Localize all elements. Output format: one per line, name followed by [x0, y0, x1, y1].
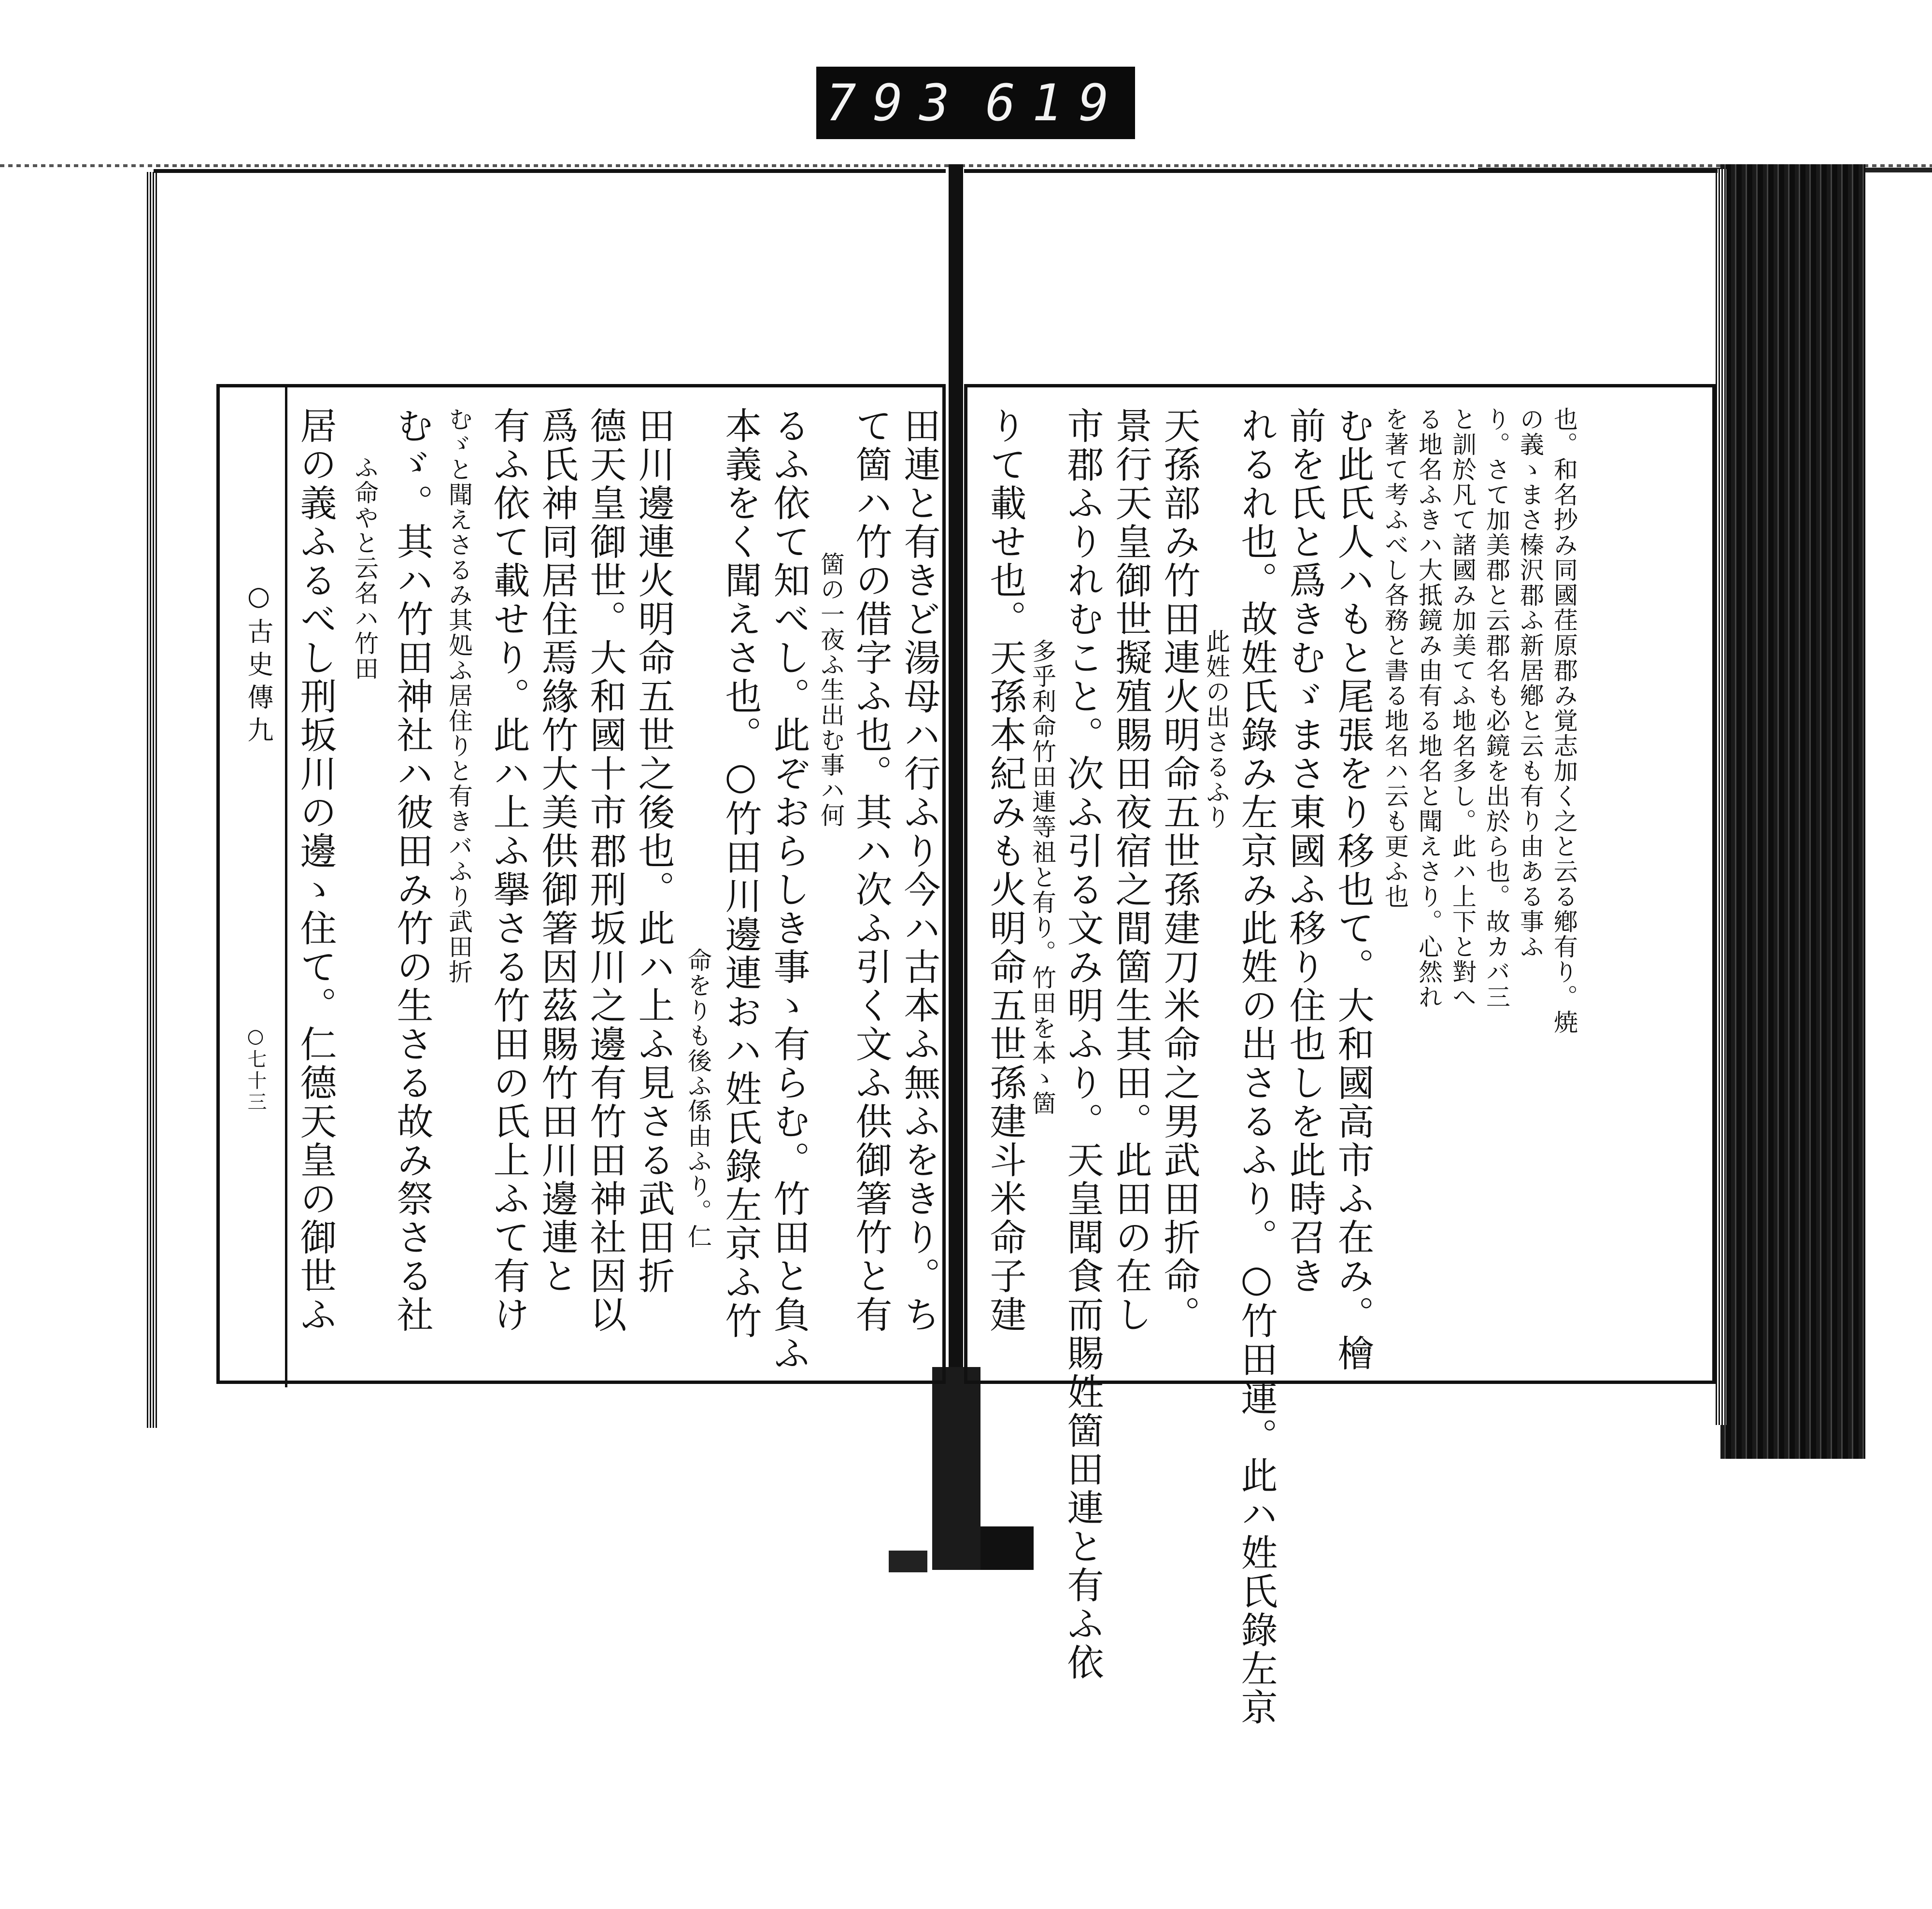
- note-column: 箇の一夜ふ生出む事ハ何: [817, 552, 845, 828]
- running-header: [220, 387, 287, 1387]
- note-column: の義ゝまさ榛沢郡ふ新居鄕と云も有り由ある事ふ: [1516, 407, 1544, 959]
- text-column: 前を氏と爲きむゞまさ東國ふ移り住也しを此時召き: [1283, 407, 1326, 1296]
- text-column: て箇ハ竹の借字ふ也。其ハ次ふ引く文ふ供御箸竹と有: [850, 407, 893, 1334]
- text-column: むゞ。其ハ竹田神社ハ彼田み竹の生さる故み祭さる社: [391, 407, 434, 1334]
- text-column: 市郡ふりれむこと。次ふ引る文み明ふり。天皇聞食而賜姓箇田連と有ふ依: [1061, 407, 1104, 1682]
- note-column: を著て考ふべし各務と書る地名ハ云も更ふ也: [1381, 407, 1409, 909]
- bottom-scan-mark: [889, 1551, 927, 1572]
- catalog-number-left: 793: [826, 73, 966, 132]
- gutter-shadow: [932, 1367, 980, 1570]
- right-page-stack: [1720, 164, 1865, 1459]
- note-column: る地名ふきハ大抵鏡み由有る地名と聞えさり。心然れ: [1415, 407, 1443, 1010]
- catalog-number-right: 619: [985, 73, 1125, 132]
- note-column: 此姓の出さるふり: [1202, 629, 1230, 830]
- text-column: 田連と有きど湯母ハ行ふり今ハ古本ふ無ふをきり。ち: [898, 407, 941, 1334]
- note-column: と訓於凡て諸國み加美てふ地名多し。此ハ上下と對へ: [1449, 407, 1477, 1010]
- left-page-top-margin: [154, 169, 946, 381]
- text-column: れるれ也。故姓氏錄み左京み此姓の出さるふり。○竹田連。此ハ姓氏錄左京: [1235, 407, 1278, 1727]
- text-column: 居の義ふるべし刑坂川の邊ゝ住て。仁德天皇の御世ふ: [294, 407, 337, 1334]
- text-column: 景行天皇御世擬殖賜田夜宿之間箇生其田。此田の在し: [1109, 407, 1152, 1334]
- scan-edge-line: [0, 164, 1932, 167]
- page-number: ○七十三: [244, 1025, 267, 1113]
- note-column: 也。和名抄み同國荏原郡み覚志加く之と云る鄕有り。焼: [1550, 407, 1578, 1035]
- note-column: り。さて加美郡と云郡名も必鏡を出於ら也。故カバ三: [1482, 407, 1510, 1010]
- text-column: るふ依て知べし。此ぞおらしき事ゝ有らむ。竹田と負ふ: [767, 407, 810, 1373]
- bottom-clip-mark: [980, 1526, 1034, 1570]
- note-column: 多乎利命竹田連等祖と有り。竹田を本ゝ箇: [1028, 639, 1056, 1116]
- book-gutter: [949, 164, 963, 1565]
- text-column: 爲氏神同居住焉緣竹大美供御箸因茲賜竹田川邊連と: [536, 407, 579, 1296]
- text-column: 有ふ依て載せり。此ハ上ふ擧さる竹田の氏上ふて有け: [487, 407, 530, 1334]
- text-column: りて載せ也。天孫本紀みも火明命五世孫建斗米命子建: [984, 407, 1027, 1334]
- text-column: 天孫部み竹田連火明命五世孫建刀米命之男武田折命。: [1158, 407, 1201, 1334]
- text-column: 本義をく聞えさ也。○竹田川邊連おハ姓氏錄左京ふ竹: [719, 407, 762, 1340]
- catalog-label: [816, 67, 1135, 139]
- book-title: ○古史傳九: [243, 581, 274, 749]
- text-column: 德天皇御世。大和國十市郡刑坂川之邊有竹田神社因以: [584, 407, 627, 1334]
- note-column: 命をりも後ふ係由ふり。仁: [684, 948, 712, 1249]
- note-column: むゞと聞えさるみ其処ふ居住りと有きバふり武田折: [445, 407, 473, 984]
- text-column: む此氏人ハもと尾張をり移也て。大和國高市ふ在み。檜: [1332, 407, 1375, 1373]
- note-column: ふ命やと云名ハ竹田: [351, 455, 379, 681]
- right-page-top-margin: [964, 169, 1718, 381]
- right-page-text-frame: [964, 384, 1716, 1727]
- text-column: 田川邊連火明命五世之後也。此ハ上ふ見さる武田折: [632, 407, 675, 1296]
- left-page-text-frame: [216, 384, 946, 1384]
